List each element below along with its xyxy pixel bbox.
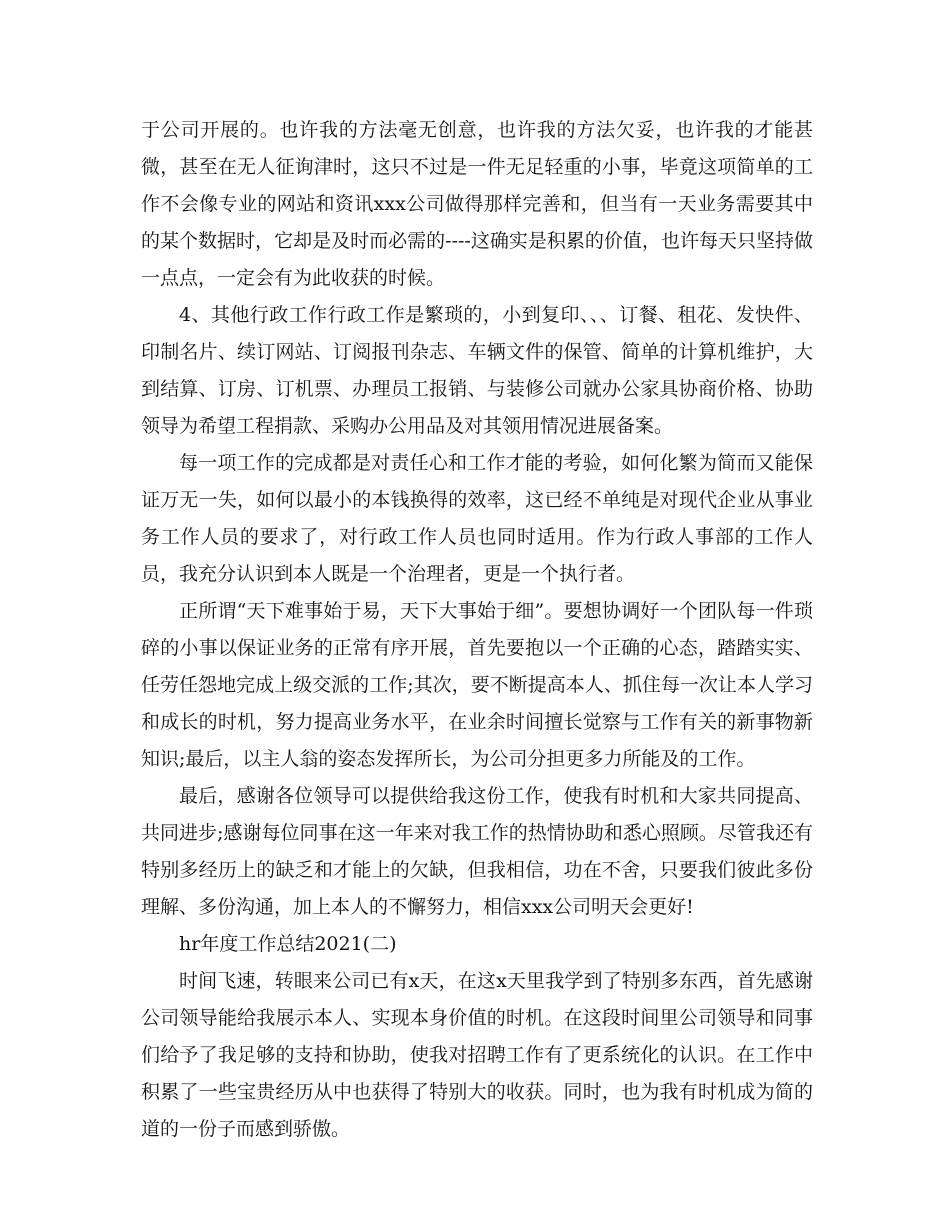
paragraph-1: 于公司开展的。也许我的方法毫无创意，也许我的方法欠妥，也许我的才能甚微，甚至在无人征询津时，这只不过是一件无足轻重的小事，毕竟这项简单的工作不会像专业的网站和资讯xxx公司做得那样完善和，但当有一天业务需要其中的某个数据时，它却是及时而必需的----这确实是积累的价值，也许每天只坚持做一点点，一定会有为此收获的时候。 — [141, 119, 813, 289]
paragraph-3: 每一项工作的完成都是对责任心和工作才能的考验，如何化繁为简而又能保证万无一失，如何以最小的本钱换得的效率，这已经不单纯是对现代企业从事业务工作人员的要求了，对行政工作人员也同时适用。作为行政人事部的工作人员，我充分认识到本人既是一个治理者，更是一个执行者。 — [141, 452, 813, 585]
section-heading: hr年度工作总结2021(二) — [179, 933, 397, 955]
paragraph-5: 最后，感谢各位领导可以提供给我这份工作，使我有时机和大家共同提高、共同进步;感谢每位同事在这一年来对我工作的热情协助和悉心照顾。尽管我还有特别多经历上的缺乏和才能上的欠缺，但我相信，功在不舍，只要我们彼此多份理解、多份沟通，加上本人的不懈努力，相信xxx公司明天会更好! — [141, 785, 813, 918]
paragraph-2: 4、其他行政工作行政工作是繁琐的，小到复印、、、订餐、租花、发快件、印制名片、续订网站、订阅报刊杂志、车辆文件的保管、简单的计算机维护，大到结算、订房、订机票、办理员工报销、与装修公司就办公家具协商价格、协助领导为希望工程捐款、采购办公用品及对其领用情况进展备案。 — [141, 304, 813, 437]
paragraph-7: 时间飞速，转眼来公司已有x天，在这x天里我学到了特别多东西，首先感谢公司领导能给我展示本人、实现本身价值的时机。在这段时间里公司领导和同事们给予了我足够的支持和协助，使我对招聘工作有了更系统化的认识。在工作中积累了一些宝贵经历从中也获得了特别大的收获。同时，也为我有时机成为简的道的一份子而感到骄傲。 — [141, 970, 813, 1140]
document-body — [141, 112, 813, 1148]
paragraph-4: 正所谓“天下难事始于易，天下大事始于细”。要想协调好一个团队每一件琐碎的小事以保证业务的正常有序开展，首先要抱以一个正确的心态，踏踏实实、任劳任怨地完成上级交派的工作;其次，要不断提高本人、抓住每一次让本人学习和成长的时机，努力提高业务水平，在业余时间擅长觉察与工作有关的新事物新知识;最后，以主人翁的姿态发挥所长，为公司分担更多力所能及的工作。 — [141, 600, 813, 770]
